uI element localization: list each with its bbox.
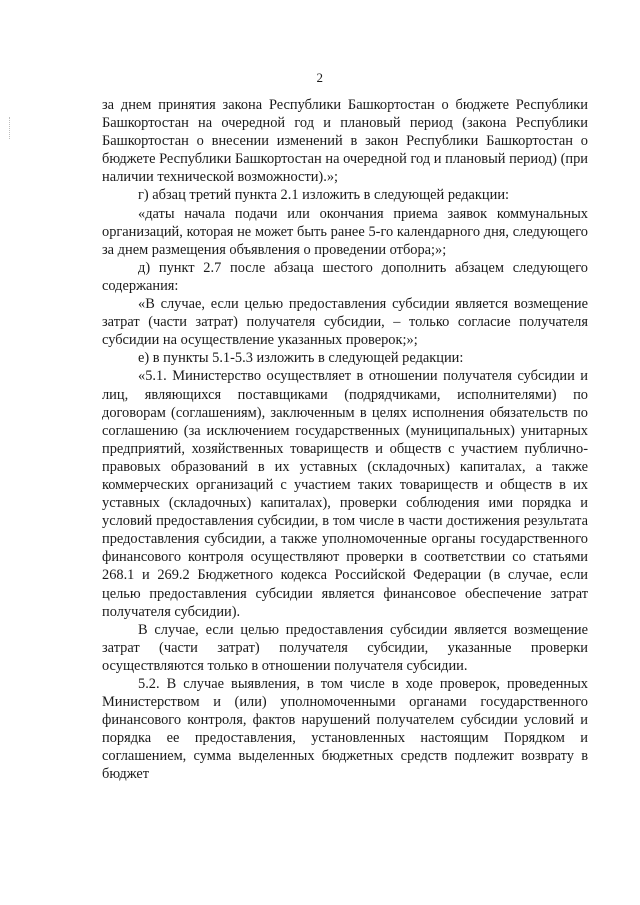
paragraph: е) в пункты 5.1-5.3 изложить в следующей редакции: bbox=[138, 350, 464, 367]
paragraph: д) пункт 2.7 после абзаца шестого дополнить абзацем следующего содержания: bbox=[102, 259, 588, 294]
paragraph: г) абзац третий пункта 2.1 изложить в следующей редакции: bbox=[138, 187, 510, 204]
document-body bbox=[102, 96, 588, 784]
paragraph: 5.2. В случае выявления, в том числе в ходе проверок, проведенных Министерством и (или) уполномоченными органами государственного финансового контроля, фактов нарушений получателем субсидии условий и порядка ее предоставления, установленных настоящим Порядком и соглашением, сумма выделенных бюджетных средств подлежит возврату в бюджет bbox=[102, 676, 588, 783]
paragraph: В случае, если целью предоставления субсидии является возмещение затрат (части затрат) получателя субсидии, указанные проверки осуществляются только в отношении получателя субсидии. bbox=[102, 621, 588, 674]
margin-marks bbox=[9, 117, 12, 139]
paragraph: за днем принятия закона Республики Башкортостан о бюджете Республики Башкортостан на очередной год и плановый период (закона Республики Башкортостан о внесении изменений в закон Республики Башкортостан о бюджете Республики Башкортостан на очередной год и плановый период) (при наличии технической возможности).»; bbox=[102, 97, 588, 186]
paragraph: «5.1. Министерство осуществляет в отношении получателя субсидии и лиц, являющихся поставщиками (подрядчиками, исполнителями) по договорам (соглашениям), заключенным в целях исполнения обязательств по соглашению (за исключением государственных (муниципальных) унитарных предприятий, хозяйственных товариществ и обществ с участием публично-правовых образований в их уставных (складочных) капиталах, а также коммерческих организаций с участием таких товариществ и обществ в их уставных (складочных) капиталах), проверки соблюдения ими порядка и условий предоставления субсидии, в том числе в части достижения результата предоставления субсидии, а также уполномоченные органы государственного финансового контроля осуществляют проверки в соответствии со статьями 268.1 и 269.2 Бюджетного кодекса Российской Федерации (в случае, если целью предоставления субсидии является финансовое обеспечение затрат получателя субсидии). bbox=[102, 368, 588, 620]
paragraph: «даты начала подачи или окончания приема заявок коммунальных организаций, которая не может быть ранее 5-го календарного дня, следующего за днем размещения объявления о проведении отбора;»; bbox=[102, 205, 588, 258]
paragraph: «В случае, если целью предоставления субсидии является возмещение затрат (части затрат) получателя субсидии, – только согласие получателя субсидии на осуществление указанных проверок;»; bbox=[102, 296, 588, 349]
page-number: 2 bbox=[316, 70, 324, 85]
